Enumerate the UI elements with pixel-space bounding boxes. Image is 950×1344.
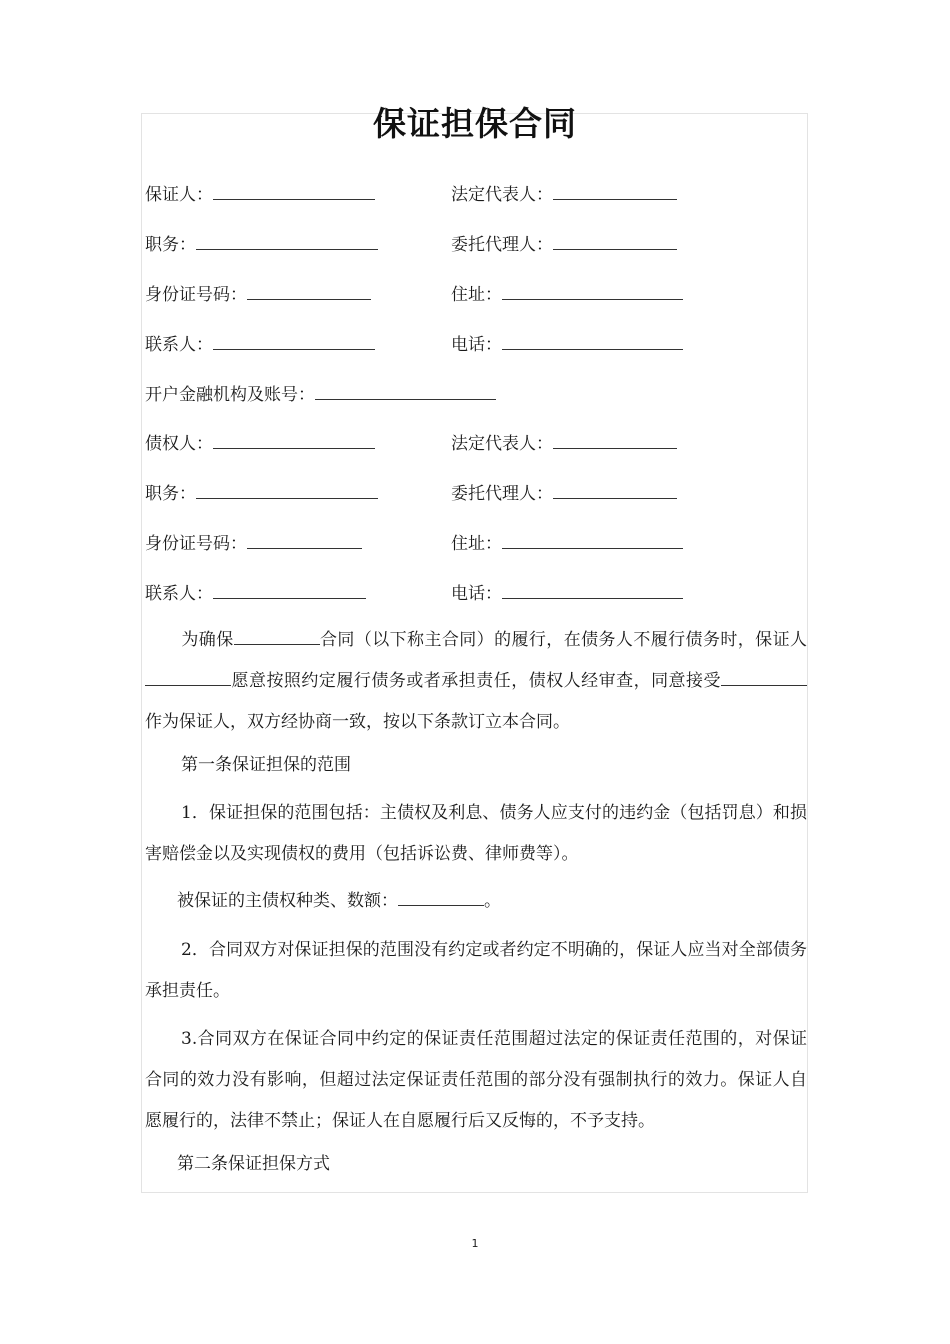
creditor-blank: [213, 432, 375, 449]
article-1-heading-text: 第一条保证担保的范围: [181, 755, 351, 775]
guarantor-label: 保证人：: [145, 185, 213, 205]
clause-2-text: 2．合同双方对保证担保的范围没有约定或者约定不明确的，保证人应当对全部债务承担责任。: [145, 940, 807, 1001]
guarantor-contact-label: 联系人：: [145, 335, 213, 355]
guarantor-id-field: [145, 283, 371, 305]
clause-2: [145, 930, 807, 1012]
guarantor-agent-blank: [553, 233, 677, 250]
creditor-id-blank: [247, 532, 362, 549]
secured-claim-blank: [398, 889, 484, 906]
guarantor-phone-field: [451, 333, 683, 355]
creditor-agent-label: 委托代理人：: [451, 484, 553, 504]
page-number: 1: [471, 1237, 479, 1250]
creditor-address-blank: [502, 532, 683, 549]
guarantor-address-field: [451, 283, 683, 305]
guarantor-legal-rep-field: [451, 183, 677, 205]
creditor-position-label: 职务：: [145, 484, 196, 504]
secured-claim-text: 被保证的主债权种类、数额：: [177, 891, 398, 911]
guarantor-blank: [213, 183, 375, 200]
creditor-contact-label: 联系人：: [145, 584, 213, 604]
clause-1-text: 1．保证担保的范围包括：主债权及利息、债务人应支付的违约金（包括罚息）和损害赔偿金以及实现债权的费用（包括诉讼费、律师费等）。: [145, 803, 807, 864]
intro-paragraph: [145, 620, 807, 743]
guarantor-contact-blank: [213, 333, 375, 350]
clause-3: [145, 1019, 807, 1142]
creditor-label: 债权人：: [145, 434, 213, 454]
guarantor-contact-field: [145, 333, 375, 355]
creditor-legal-rep-field: [451, 432, 677, 454]
clause-1: [145, 793, 807, 875]
creditor-contact-blank: [213, 582, 366, 599]
main-contract-blank: [234, 628, 320, 645]
guarantor-bank-field: [145, 383, 496, 405]
guarantor-bank-label: 开户金融机构及账号：: [145, 385, 315, 405]
guarantor-position-label: 职务：: [145, 235, 196, 255]
guarantor-name-blank: [145, 669, 231, 686]
creditor-phone-field: [451, 582, 683, 604]
creditor-position-field: [145, 482, 378, 504]
guarantor-id-label: 身份证号码：: [145, 285, 247, 305]
guarantor-field: [145, 183, 375, 205]
guarantor-agent-label: 委托代理人：: [451, 235, 553, 255]
accepted-guarantor-blank: [721, 669, 807, 686]
guarantor-address-blank: [502, 283, 683, 300]
intro-text-3: 愿意按照约定履行债务或者承担责任，债权人经审查，同意接受: [231, 671, 721, 691]
creditor-address-field: [451, 532, 683, 554]
article-2-heading: [145, 1144, 807, 1185]
guarantor-agent-field: [451, 233, 677, 255]
article-1-heading: [145, 745, 807, 786]
creditor-position-blank: [196, 482, 378, 499]
guarantor-id-blank: [247, 283, 371, 300]
guarantor-phone-blank: [502, 333, 683, 350]
creditor-id-field: [145, 532, 362, 554]
guarantor-bank-blank: [315, 383, 496, 400]
creditor-agent-field: [451, 482, 677, 504]
creditor-phone-blank: [502, 582, 683, 599]
secured-claim-line: [145, 881, 807, 922]
creditor-address-label: 住址：: [451, 534, 502, 554]
guarantor-phone-label: 电话：: [451, 335, 502, 355]
intro-text-1: 为确保: [181, 630, 234, 650]
guarantor-position-blank: [196, 233, 378, 250]
guarantor-legal-rep-label: 法定代表人：: [451, 185, 553, 205]
intro-text-4: 作为保证人，双方经协商一致，按以下条款订立本合同。: [145, 712, 570, 732]
guarantor-position-field: [145, 233, 378, 255]
clause-3-text: 3.合同双方在保证合同中约定的保证责任范围超过法定的保证责任范围的，对保证合同的效力没有影响，但超过法定保证责任范围的部分没有强制执行的效力。保证人自愿履行的，法律不禁止；保证人在自愿履行后又反悔的，不予支持。: [145, 1029, 807, 1131]
creditor-field: [145, 432, 375, 454]
article-2-heading-text: 第二条保证担保方式: [177, 1154, 330, 1174]
guarantor-address-label: 住址：: [451, 285, 502, 305]
guarantor-legal-rep-blank: [553, 183, 677, 200]
creditor-id-label: 身份证号码：: [145, 534, 247, 554]
creditor-legal-rep-blank: [553, 432, 677, 449]
creditor-phone-label: 电话：: [451, 584, 502, 604]
creditor-legal-rep-label: 法定代表人：: [451, 434, 553, 454]
intro-text-2: 合同（以下称主合同）的履行，在债务人不履行债务时，保证人: [319, 630, 807, 650]
creditor-agent-blank: [553, 482, 677, 499]
secured-claim-end: 。: [484, 891, 501, 911]
creditor-contact-field: [145, 582, 366, 604]
document-title: 保证担保合同: [373, 104, 577, 143]
